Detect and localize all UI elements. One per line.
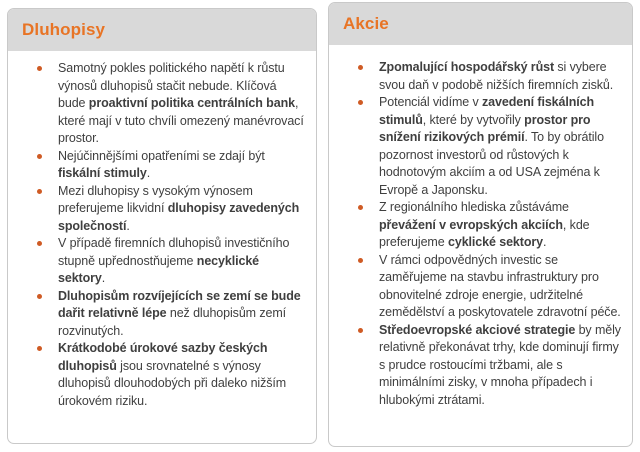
panel-dluhopisy-title: Dluhopisy xyxy=(22,20,106,39)
list-item-text: Nejúčinnějšími opatřeními se zdají být fiskální stimuly. xyxy=(58,148,269,180)
list-item xyxy=(58,60,306,148)
bullet-icon xyxy=(358,65,363,70)
list-item xyxy=(379,94,622,199)
bullet-icon xyxy=(358,100,363,105)
list-item xyxy=(379,322,625,410)
list-item-text: Z regionálního hlediska zůstáváme převážení v evropských akciích, kde preferujeme cyklické sektory. xyxy=(379,200,593,249)
panel-dluhopisy-list xyxy=(8,51,316,410)
list-item-text: V rámci odpovědných investic se zaměřujeme na stavbu infrastruktury pro obnovitelné zdroje energie, udržitelné zemědělství a poskytovatele zdravotní péče. xyxy=(379,252,621,319)
bullet-icon xyxy=(358,258,363,263)
list-item-text: Zpomalující hospodářský růst si vybere svou daň v podobě nižších firemních zisků. xyxy=(379,60,614,92)
list-item-text: V případě firemních dluhopisů investičního stupně upřednostňujeme necyklické sektory. xyxy=(58,236,293,285)
bullet-icon xyxy=(37,294,42,299)
list-item-text: Mezi dluhopisy s vysokým výnosem preferujeme likvidní dluhopisy zavedených společností. xyxy=(58,183,303,233)
list-item-text: Krátkodobé úrokové sazby českých dluhopisů jsou srovnatelné s výnosy dluhopisů dlouhodobých při daleko nižším úrokovém riziku. xyxy=(58,341,290,408)
list-item-text: Dluhopisům rozvíjejících se zemí se bude dařit relativně lépe než dluhopisům zemí rozvinutých. xyxy=(58,288,304,338)
list-item-text: Samotný pokles politického napětí k růstu výnosů dluhopisů stačit nebude. Klíčová bude proaktivní politika centrálních bank, které mají v tuto chvíli omezený manévrovací prostor. xyxy=(58,61,308,145)
list-item xyxy=(379,199,622,252)
bullet-icon xyxy=(37,346,42,351)
list-item xyxy=(58,288,306,341)
panel-dluhopisy xyxy=(7,8,317,444)
bullet-icon xyxy=(37,66,42,71)
bullet-icon xyxy=(358,205,363,210)
list-item xyxy=(58,235,306,288)
list-item xyxy=(58,148,306,183)
panel-dluhopisy-header xyxy=(8,9,316,51)
list-item xyxy=(379,59,622,94)
bullet-icon xyxy=(37,189,42,194)
panel-akcie-list xyxy=(329,45,632,409)
panel-akcie-header xyxy=(329,3,632,45)
bullet-icon xyxy=(37,241,42,246)
panel-akcie-title: Akcie xyxy=(343,14,389,33)
bullet-icon xyxy=(37,154,42,159)
list-item-text: Středoevropské akciové strategie by měly relativně překonávat trhy, kde dominují firmy s prudce rostoucími tržbami, ale s minimálními zisky, v mnoha případech i hlubokými ztrátami. xyxy=(379,322,625,407)
panel-akcie xyxy=(328,2,633,447)
list-item xyxy=(379,252,622,322)
list-item xyxy=(58,183,306,236)
list-item-text: Potenciál vidíme v zavedení fiskálních stimulů, které by vytvořily prostor pro snížení rizikových prémií. To by obrátilo pozornost investorů od růstových k hodnotovým akciím a od USA zejména k Evropě a Japonsku. xyxy=(379,95,608,197)
list-item xyxy=(58,340,306,410)
bullet-icon xyxy=(358,328,363,333)
